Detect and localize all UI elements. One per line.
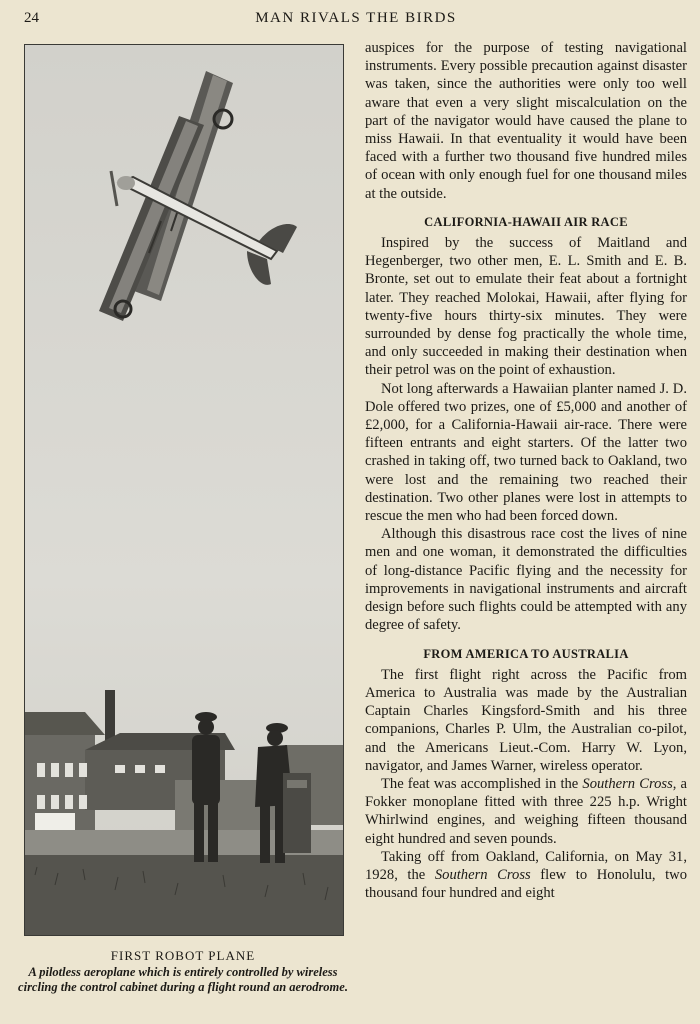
paragraph: Although this disastrous race cost the lives of nine men and one woman, it demonstrated the difficulties of long-distance Pacific flying and the necessity for improvements in navigational instruments and aircraft design before such flights could be attempted with any degree of safety. xyxy=(365,526,687,634)
caption-title: FIRST ROBOT PLANE xyxy=(110,948,256,963)
page-number: 24 xyxy=(24,10,39,26)
ship-name: Southern Cross xyxy=(434,866,531,883)
caption-text: A pilotless aeroplane which is entirely controlled by wireless circling the control cabinet during a flight round an aerodrome. xyxy=(18,965,348,994)
ship-name: Southern Cross xyxy=(582,775,673,792)
figure-caption xyxy=(12,948,354,995)
paragraph xyxy=(365,775,687,848)
paragraph: Not long afterwards a Hawaiian planter named J. D. Dole offered two prizes, one of £5,000 and another of £2,000, for a California-Hawaii air-race. There were fifteen entrants and eight starters. Of the latter two crashed in taking off, two turned back to Oakland, two were lost and the remaining two reached their destination. Two other planes were lost in attempts to rescue the men who had been forced down. xyxy=(365,380,687,525)
text-run: flew to Honolulu, two thousand four hundred and eight xyxy=(365,866,688,902)
section-heading: CALIFORNIA-HAWAII AIR RACE xyxy=(424,214,628,229)
paragraph: Inspired by the success of Maitland and Hegenberger, two other men, E. L. Smith and E. B. Bronte, set out to emulate their feat about a fortnight later. They reached Molokai, Hawaii, after flying for twenty-five hours thirty-six minutes. They were surrounded by dense fog practically the whole time, and only succeeded in making their destination when their petrol was on the point of exhaustion. xyxy=(365,235,687,379)
text-run: The feat was accomplished in the xyxy=(381,775,583,792)
text-run: , a Fokker monoplane fitted with three 225 h.p. Wright Whirlwind engines, and weighing fifteen thousand eight hundred and seven pounds. xyxy=(365,775,687,847)
paragraph xyxy=(365,848,687,903)
paragraph: The first flight right across the Pacific from America to Australia was made by the Australian Captain Charles Kingsford-Smith and his three companions, Charles P. Ulm, the Australian co-pilot, and the Americans Lieut.-Com. Harry W. Lyon, navigator, and James Warner, wireless operator. xyxy=(365,666,687,774)
section-heading: FROM AMERICA TO AUSTRALIA xyxy=(423,646,629,661)
text-column xyxy=(365,39,687,902)
running-title: MAN RIVALS THE BIRDS xyxy=(255,10,457,26)
text-run: Taking off from Oakland, California, on May 31, 1928, the xyxy=(365,848,687,883)
robot-plane-photo xyxy=(24,44,344,936)
paragraph: auspices for the purpose of testing navigational instruments. Every possible precaution against disaster was taken, since the authorities were only too well aware that even a very slight miscalculation on the part of the navigator would have caused the plane to miss Hawaii. In that eventuality it would have been faced with a further two thousand five hundred miles of ocean with only enough fuel for one thousand miles at the outside. xyxy=(365,40,687,202)
